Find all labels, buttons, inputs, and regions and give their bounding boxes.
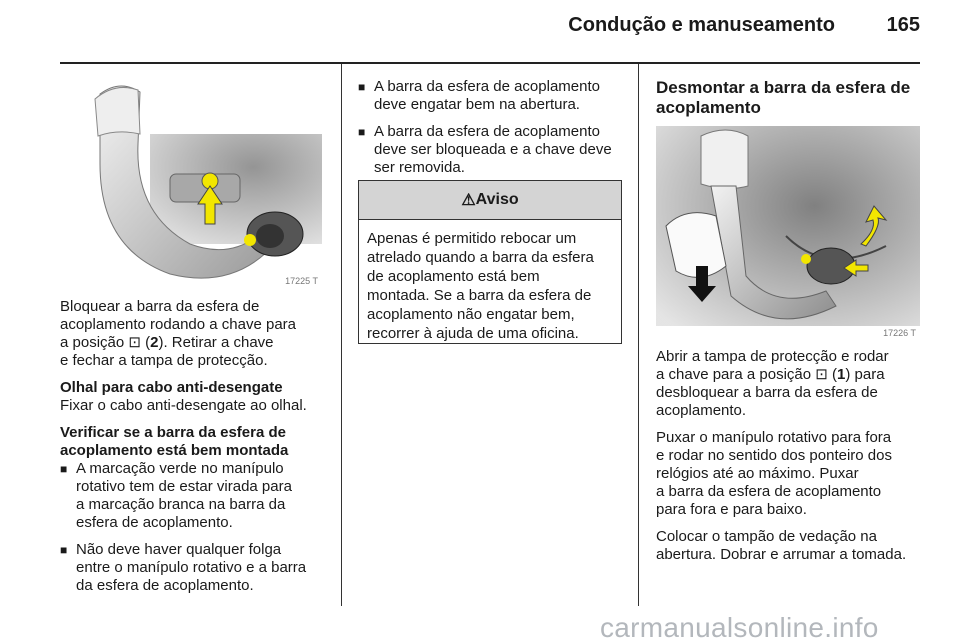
header-rule xyxy=(60,62,920,64)
column-3-text xyxy=(656,348,926,573)
seal-plug-paragraph: Colocar o tampão de vedação na abertura. Dobrar e arrumar a tomada. xyxy=(656,528,907,563)
lock-paragraph: Bloquear a barra da esfera de acoplamento rodando a chave para a posição ⊡ (2). Retirar a chave e fechar a tampa de protecção. xyxy=(60,298,297,369)
column-3-heading: Desmontar a barra da esfera de acoplamento xyxy=(656,78,911,117)
lock-closed-icon: ⊡ ( xyxy=(128,334,151,351)
page-number: 165 xyxy=(886,14,920,36)
column-1 xyxy=(60,298,330,604)
heading-check-mounted: Verificar se a barra da esfera de acoplamento está bem montada xyxy=(60,424,289,459)
figure-tow-bar-lock xyxy=(60,74,322,288)
column-divider-2 xyxy=(638,64,639,606)
column-divider-1 xyxy=(341,64,342,606)
figure-number: 17225 T xyxy=(285,276,318,286)
page-header-title: Condução e manuseamento xyxy=(568,14,835,36)
list-item: ■ A marcação verde no manípulo rotativo tem de estar virada para a marcação branca na barra da esfera de acoplamento. xyxy=(60,460,330,532)
unlock-paragraph: Abrir a tampa de protecção e rodar a chave para a posição ⊡ (1) para desbloquear a barra da esfera de acoplamento. xyxy=(656,348,889,419)
warning-icon: ⚠ xyxy=(461,192,476,209)
figure-number: 17226 T xyxy=(883,328,916,338)
warning-box xyxy=(358,180,622,344)
lock-open-icon: ⊡ ( xyxy=(815,366,838,383)
figure-tow-bar-remove xyxy=(656,126,920,340)
heading-cable-eye: Olhal para cabo anti-desengate xyxy=(60,379,283,396)
column-2 xyxy=(358,78,626,186)
list-item: ■ Não deve haver qualquer folga entre o manípulo rotativo e a barra da esfera de acoplamento. xyxy=(60,541,330,595)
warning-text: Apenas é permitido rebocar um atrelado quando a barra da esfera de acoplamento está bem montada. Se a barra da esfera de acoplamento não engatar bem, recorrer à ajuda de uma oficina. xyxy=(367,230,594,342)
warning-header: ⚠ Aviso xyxy=(359,181,621,220)
pull-knob-paragraph: Puxar o manípulo rotativo para fora e rodar no sentido dos ponteiro dos relógios até ao máximo. Puxar a barra da esfera de acoplamento para fora e para baixo. xyxy=(656,429,892,518)
cable-eye-paragraph: Fixar o cabo anti-desengate ao olhal. xyxy=(60,397,307,414)
list-item: ■ A barra da esfera de acoplamento deve engatar bem na abertura. xyxy=(358,78,626,114)
watermark: carmanualsonline.info xyxy=(600,612,879,643)
list-item: ■ A barra da esfera de acoplamento deve ser bloqueada e a chave deve ser removida. xyxy=(358,123,626,177)
